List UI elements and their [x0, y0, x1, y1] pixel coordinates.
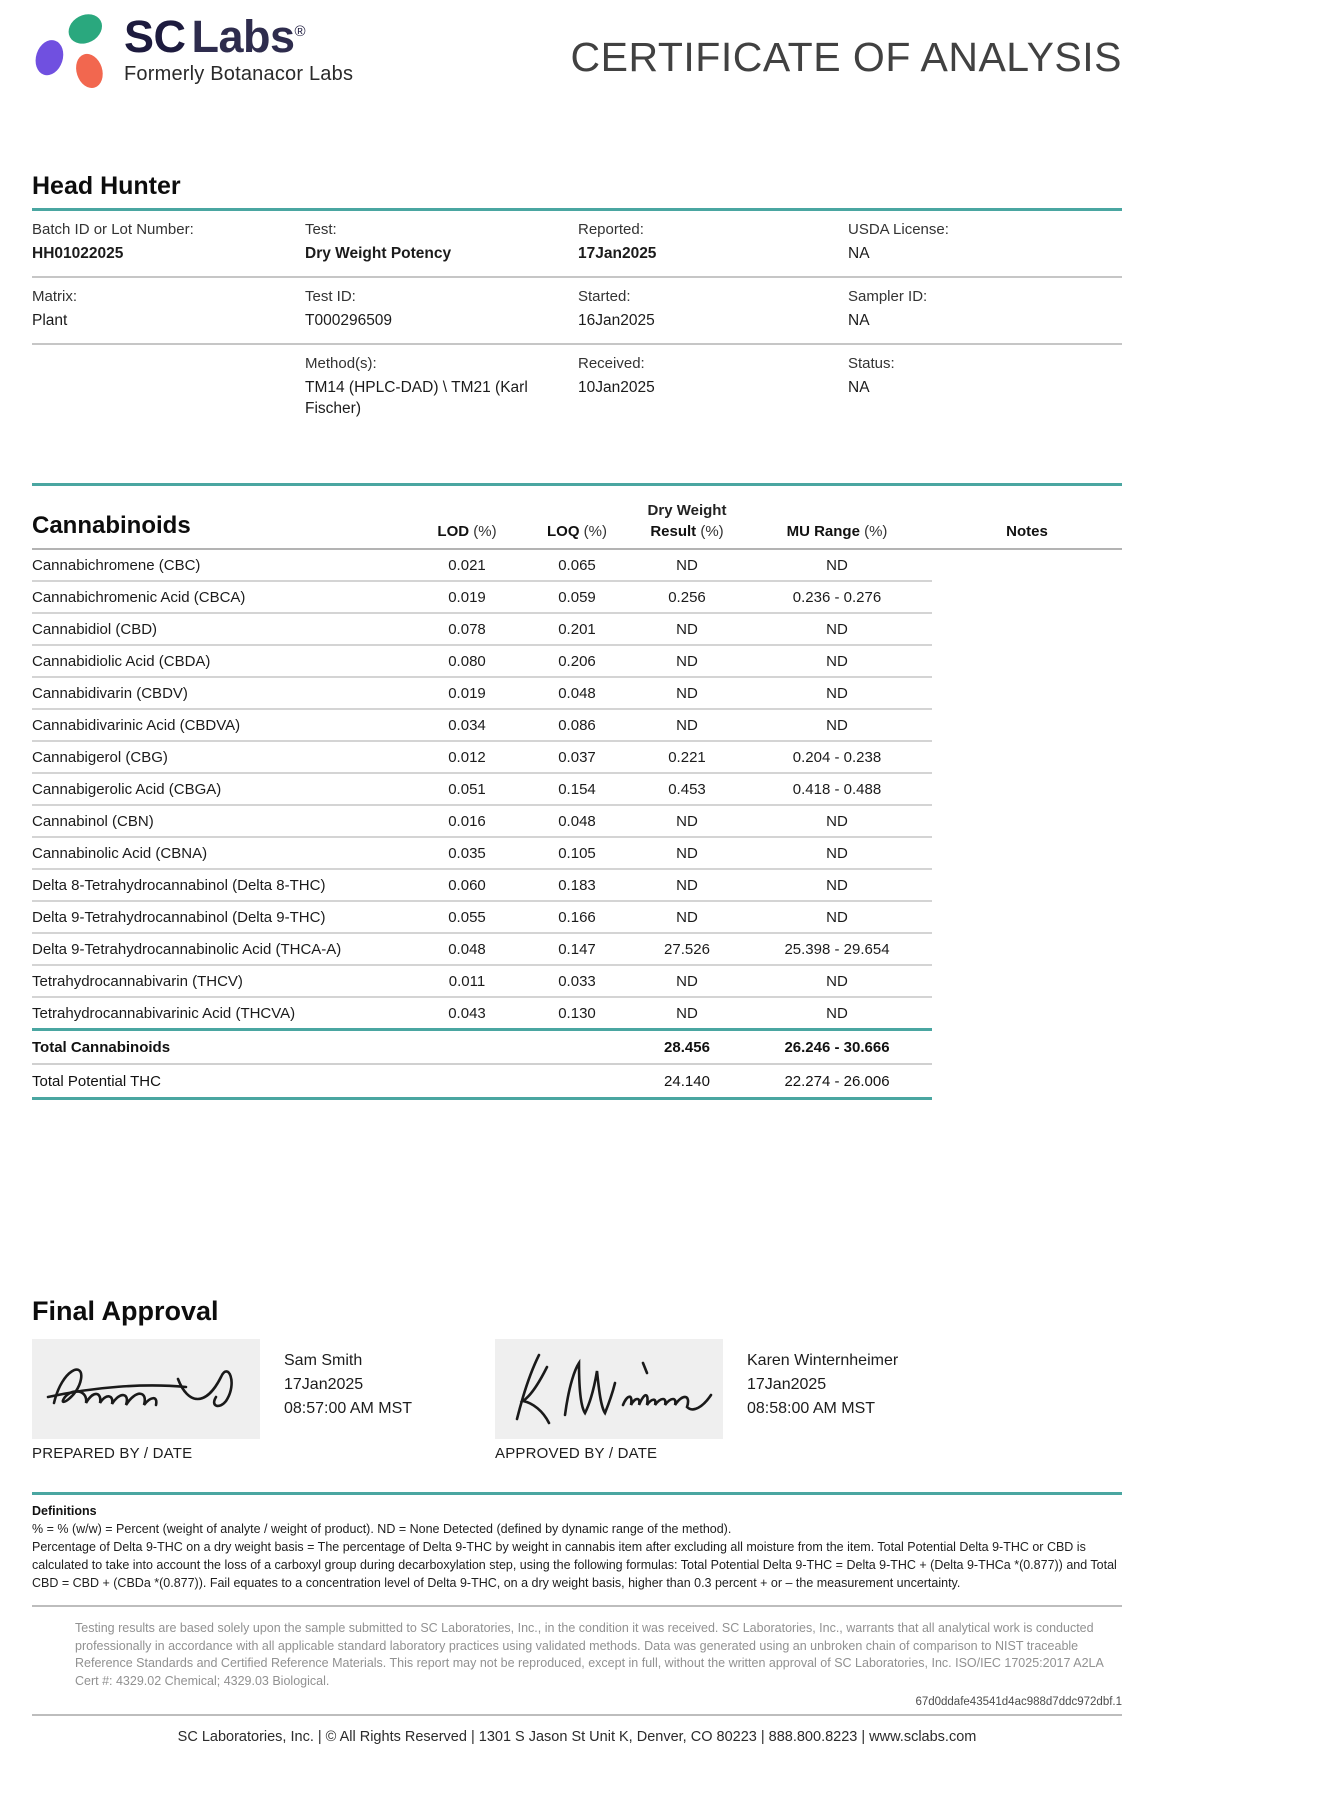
total-result-value: 24.140	[664, 1072, 710, 1090]
field-label: Test ID:	[305, 287, 356, 305]
lod-value: 0.055	[448, 908, 486, 926]
result-value: ND	[676, 908, 698, 926]
field-value: 17Jan2025	[578, 245, 657, 262]
lod-value: 0.019	[448, 684, 486, 702]
table-row	[32, 550, 932, 582]
analyte-name: Cannabinol (CBN)	[32, 812, 154, 830]
analyte-name: Cannabidivarin (CBDV)	[32, 684, 188, 702]
loq-column-header	[522, 523, 632, 540]
table-row	[32, 710, 932, 742]
table-totals	[32, 1028, 932, 1100]
analyte-name: Cannabichromenic Acid (CBCA)	[32, 588, 246, 606]
field-value: NA	[848, 245, 870, 262]
reported-field	[578, 221, 848, 265]
footer-text: SC Laboratories, Inc. | © All Rights Reserved | 1301 S Jason St Unit K, Denver, CO 80223 | 888.800.8223 | www.sclabs.com	[177, 1729, 977, 1746]
result-value: ND	[676, 844, 698, 862]
mu-range-value: ND	[826, 652, 848, 670]
col-unit-text: (%)	[473, 522, 497, 540]
info-row	[32, 211, 1122, 278]
table-header	[32, 502, 1122, 550]
field-label: Test:	[305, 221, 337, 238]
lod-value: 0.016	[448, 812, 486, 830]
field-label: Status:	[848, 354, 895, 372]
result-value: 0.453	[668, 780, 706, 798]
approver-name: Karen Winternheimer	[747, 1351, 899, 1369]
loq-value: 0.048	[558, 812, 596, 830]
result-value: ND	[676, 652, 698, 670]
header	[32, 0, 1122, 104]
table-row	[32, 870, 932, 902]
logo-tagline: Formerly Botanacor Labs	[124, 63, 354, 85]
loq-value: 0.065	[558, 556, 596, 574]
definitions-line1: % = % (w/w) = Percent (weight of analyte / weight of product). ND = None Detected (defined by dynamic range of the method).	[32, 1521, 732, 1536]
mu-range-column-header	[742, 523, 932, 540]
field-value: Plant	[32, 311, 68, 329]
matrix-field	[32, 288, 305, 332]
loq-value: 0.033	[558, 972, 596, 990]
mu-range-value: 0.418 - 0.488	[792, 780, 882, 798]
loq-value: 0.201	[558, 620, 596, 638]
report-hash: 67d0ddafe43541d4ac988d7ddc972dbf.1	[915, 1696, 1122, 1709]
karen-winternheimer-signature-icon	[503, 1347, 715, 1431]
table-row	[32, 742, 932, 774]
info-row	[32, 278, 1122, 345]
logo-sc-text: SC	[124, 11, 186, 62]
mu-range-value: ND	[826, 716, 848, 734]
teal-divider	[32, 1492, 1122, 1495]
result-value: 0.221	[668, 748, 706, 766]
mu-range-value: ND	[826, 556, 848, 574]
analyte-name: Cannabinolic Acid (CBNA)	[32, 844, 208, 862]
table-row	[32, 582, 932, 614]
info-row	[32, 345, 1122, 483]
col-unit-text: (%)	[583, 522, 607, 540]
mu-range-value: ND	[826, 620, 848, 638]
table-row	[32, 774, 932, 806]
usda-license-field	[848, 221, 1122, 265]
status-field	[848, 355, 1122, 420]
field-label: Received:	[578, 354, 645, 372]
lod-value: 0.043	[448, 1004, 486, 1022]
table-row	[32, 966, 932, 998]
registered-trademark: ®	[294, 23, 306, 40]
result-column-header	[632, 502, 742, 540]
table-row	[32, 614, 932, 646]
field-value: TM14 (HPLC-DAD) \ TM21 (Karl Fischer)	[305, 378, 528, 417]
prepared-by-meta	[284, 1339, 412, 1462]
field-label: Sampler ID:	[848, 287, 928, 305]
mu-range-value: ND	[826, 908, 848, 926]
notes-column-header: Notes	[1006, 522, 1048, 540]
analyte-name: Cannabidiol (CBD)	[32, 620, 158, 638]
lod-value: 0.021	[448, 556, 486, 574]
definitions-body: Percentage of Delta 9-THC on a dry weight basis = The percentage of Delta 9-THC by weight in cannabis item after excluding all moisture from the item. Total Potential Delta 9-THC or CBD is calculated to take into account the loss of a carboxyl group during decarboxylation step, using the following formulas: Total Potential Delta 9-THC = Delta 9-THC + (Delta 9-THCa *(0.877)) and Total CBD = CBD + (CBDa *(0.877)). Fail equates to a concentration level of Delta 9-THC, on a dry weight basis, higher than 0.3 percent + or – the measurement uncertainty.	[32, 1539, 1117, 1591]
analyte-name: Delta 9-Tetrahydrocannabinol (Delta 9-THC)	[32, 908, 326, 926]
analyte-name: Cannabigerol (CBG)	[32, 748, 168, 766]
col-label-text: LOQ	[547, 522, 580, 540]
field-value: 10Jan2025	[578, 378, 655, 396]
result-value: ND	[676, 972, 698, 990]
col-label-text: LOD	[437, 522, 470, 540]
lod-value: 0.051	[448, 780, 486, 798]
loq-value: 0.105	[558, 844, 596, 862]
field-label: Started:	[578, 287, 631, 305]
received-field	[578, 355, 848, 420]
field-label: Method(s):	[305, 354, 377, 372]
mu-range-value: 0.204 - 0.238	[792, 748, 882, 766]
result-value: 27.526	[664, 940, 710, 958]
approved-signature-image	[495, 1339, 723, 1439]
final-approval-title: Final Approval	[32, 1295, 219, 1326]
batch-id-field	[32, 221, 305, 265]
logo-labs-text: Labs	[191, 11, 295, 62]
lod-value: 0.012	[448, 748, 486, 766]
total-mu-range-value: 22.274 - 26.006	[784, 1072, 890, 1090]
table-body	[32, 550, 932, 1028]
col-label-top-text: Dry Weight	[647, 501, 727, 519]
prepared-signature-image	[32, 1339, 260, 1439]
analyte-name: Cannabidiolic Acid (CBDA)	[32, 652, 211, 670]
prepared-time: 08:57:00 AM MST	[284, 1399, 413, 1417]
lod-value: 0.048	[448, 940, 486, 958]
field-value: HH01022025	[32, 245, 124, 262]
mu-range-value: ND	[826, 844, 848, 862]
loq-value: 0.048	[558, 684, 596, 702]
result-value: ND	[676, 620, 698, 638]
loq-value: 0.037	[558, 748, 596, 766]
field-label: Reported:	[578, 221, 644, 238]
table-row	[32, 646, 932, 678]
total-cannabinoids-row	[32, 1031, 932, 1065]
final-approval-section	[32, 1296, 1122, 1462]
mu-range-value: ND	[826, 684, 848, 702]
approved-by-block	[495, 1339, 898, 1462]
total-result-value: 28.456	[664, 1038, 710, 1056]
field-label: Matrix:	[32, 287, 77, 305]
logo-wordmark	[124, 11, 353, 62]
analyte-name: Delta 9-Tetrahydrocannabinolic Acid (THCA-A)	[32, 940, 342, 958]
mu-range-value: 0.236 - 0.276	[792, 588, 882, 606]
result-value: ND	[676, 1004, 698, 1022]
sc-labs-logo	[32, 8, 353, 104]
table-row	[32, 998, 932, 1028]
lod-value: 0.034	[448, 716, 486, 734]
loq-value: 0.206	[558, 652, 596, 670]
lod-value: 0.060	[448, 876, 486, 894]
prepared-date: 17Jan2025	[284, 1375, 364, 1393]
approved-time: 08:58:00 AM MST	[747, 1399, 876, 1417]
analyte-name: Tetrahydrocannabivarin (THCV)	[32, 972, 243, 990]
loq-value: 0.086	[558, 716, 596, 734]
sc-labs-logo-icon	[32, 8, 114, 96]
field-label: USDA License:	[848, 221, 949, 238]
prepared-by-label: PREPARED BY / DATE	[32, 1444, 193, 1462]
total-potential-thc-row	[32, 1065, 932, 1100]
loq-value: 0.059	[558, 588, 596, 606]
analyte-name: Delta 8-Tetrahydrocannabinol (Delta 8-THC)	[32, 876, 326, 894]
approved-by-label: APPROVED BY / DATE	[495, 1444, 658, 1462]
table-row	[32, 934, 932, 966]
mu-range-value: ND	[826, 972, 848, 990]
result-value: ND	[676, 556, 698, 574]
disclaimer-box	[32, 1605, 1122, 1716]
disclaimer-text: Testing results are based solely upon the sample submitted to SC Laboratories, Inc., in the condition it was received. SC Laboratories, Inc., warrants that all analytical work is conducted professionally in accordance with all applicable standard laboratory practices using validated methods. Data was generated using an unbroken chain of comparison to NIST traceable Reference Standards and Certified Reference Materials. This report may not be reproduced, except in full, without the written approval of SC Laboratories, Inc. ISO/IEC 17025:2017 A2LA Cert #: 4329.02 Chemical; 4329.03 Biological.	[75, 1621, 1104, 1688]
loq-value: 0.147	[558, 940, 596, 958]
table-title: Cannabinoids	[32, 511, 191, 539]
started-field	[578, 288, 848, 332]
col-label-text: Result	[650, 522, 697, 540]
sample-name: Head Hunter	[32, 172, 181, 200]
loq-value: 0.166	[558, 908, 596, 926]
approved-by-meta	[747, 1339, 898, 1462]
document-title: CERTIFICATE OF ANALYSIS	[570, 34, 1122, 80]
total-label: Total Cannabinoids	[32, 1038, 171, 1056]
analyte-name: Cannabidivarinic Acid (CBDVA)	[32, 716, 241, 734]
field-value: Dry Weight Potency	[305, 245, 452, 262]
sampler-id-field	[848, 288, 1122, 332]
col-unit-text: (%)	[700, 522, 724, 540]
total-label: Total Potential THC	[32, 1072, 161, 1090]
mu-range-value: ND	[826, 812, 848, 830]
mu-range-value: ND	[826, 1004, 848, 1022]
preparer-name: Sam Smith	[284, 1351, 363, 1369]
sample-section	[32, 172, 1122, 486]
result-value: 0.256	[668, 588, 706, 606]
approved-date: 17Jan2025	[747, 1375, 827, 1393]
table-row	[32, 806, 932, 838]
total-mu-range-value: 26.246 - 30.666	[784, 1038, 890, 1056]
lod-value: 0.080	[448, 652, 486, 670]
col-label-text: MU Range	[786, 522, 860, 540]
methods-field	[305, 355, 578, 420]
table-row	[32, 678, 932, 710]
lod-value: 0.078	[448, 620, 486, 638]
loq-value: 0.154	[558, 780, 596, 798]
teal-divider	[32, 483, 1122, 486]
definitions-section	[32, 1504, 1122, 1593]
col-unit-text: (%)	[864, 522, 888, 540]
result-value: ND	[676, 716, 698, 734]
lod-value: 0.019	[448, 588, 486, 606]
lod-value: 0.035	[448, 844, 486, 862]
table-row	[32, 902, 932, 934]
result-value: ND	[676, 876, 698, 894]
analyte-name: Tetrahydrocannabivarinic Acid (THCVA)	[32, 1004, 296, 1022]
loq-value: 0.130	[558, 1004, 596, 1022]
result-value: ND	[676, 812, 698, 830]
cannabinoids-section	[32, 502, 1122, 1100]
empty-field	[32, 355, 305, 420]
lod-column-header	[412, 523, 522, 540]
analyte-name: Cannabigerolic Acid (CBGA)	[32, 780, 222, 798]
test-field	[305, 221, 578, 265]
test-id-field	[305, 288, 578, 332]
field-value: 16Jan2025	[578, 311, 655, 329]
lod-value: 0.011	[448, 972, 486, 990]
prepared-by-block	[32, 1339, 495, 1462]
field-value: NA	[848, 311, 870, 329]
field-label: Batch ID or Lot Number:	[32, 221, 194, 238]
result-value: ND	[676, 684, 698, 702]
loq-value: 0.183	[558, 876, 596, 894]
field-value: T000296509	[305, 311, 393, 329]
mu-range-value: ND	[826, 876, 848, 894]
field-value: NA	[848, 378, 870, 396]
mu-range-value: 25.398 - 29.654	[784, 940, 890, 958]
analyte-name: Cannabichromene (CBC)	[32, 556, 201, 574]
definitions-title: Definitions	[32, 1503, 97, 1518]
samantha-smith-signature-icon	[40, 1347, 252, 1431]
table-row	[32, 838, 932, 870]
